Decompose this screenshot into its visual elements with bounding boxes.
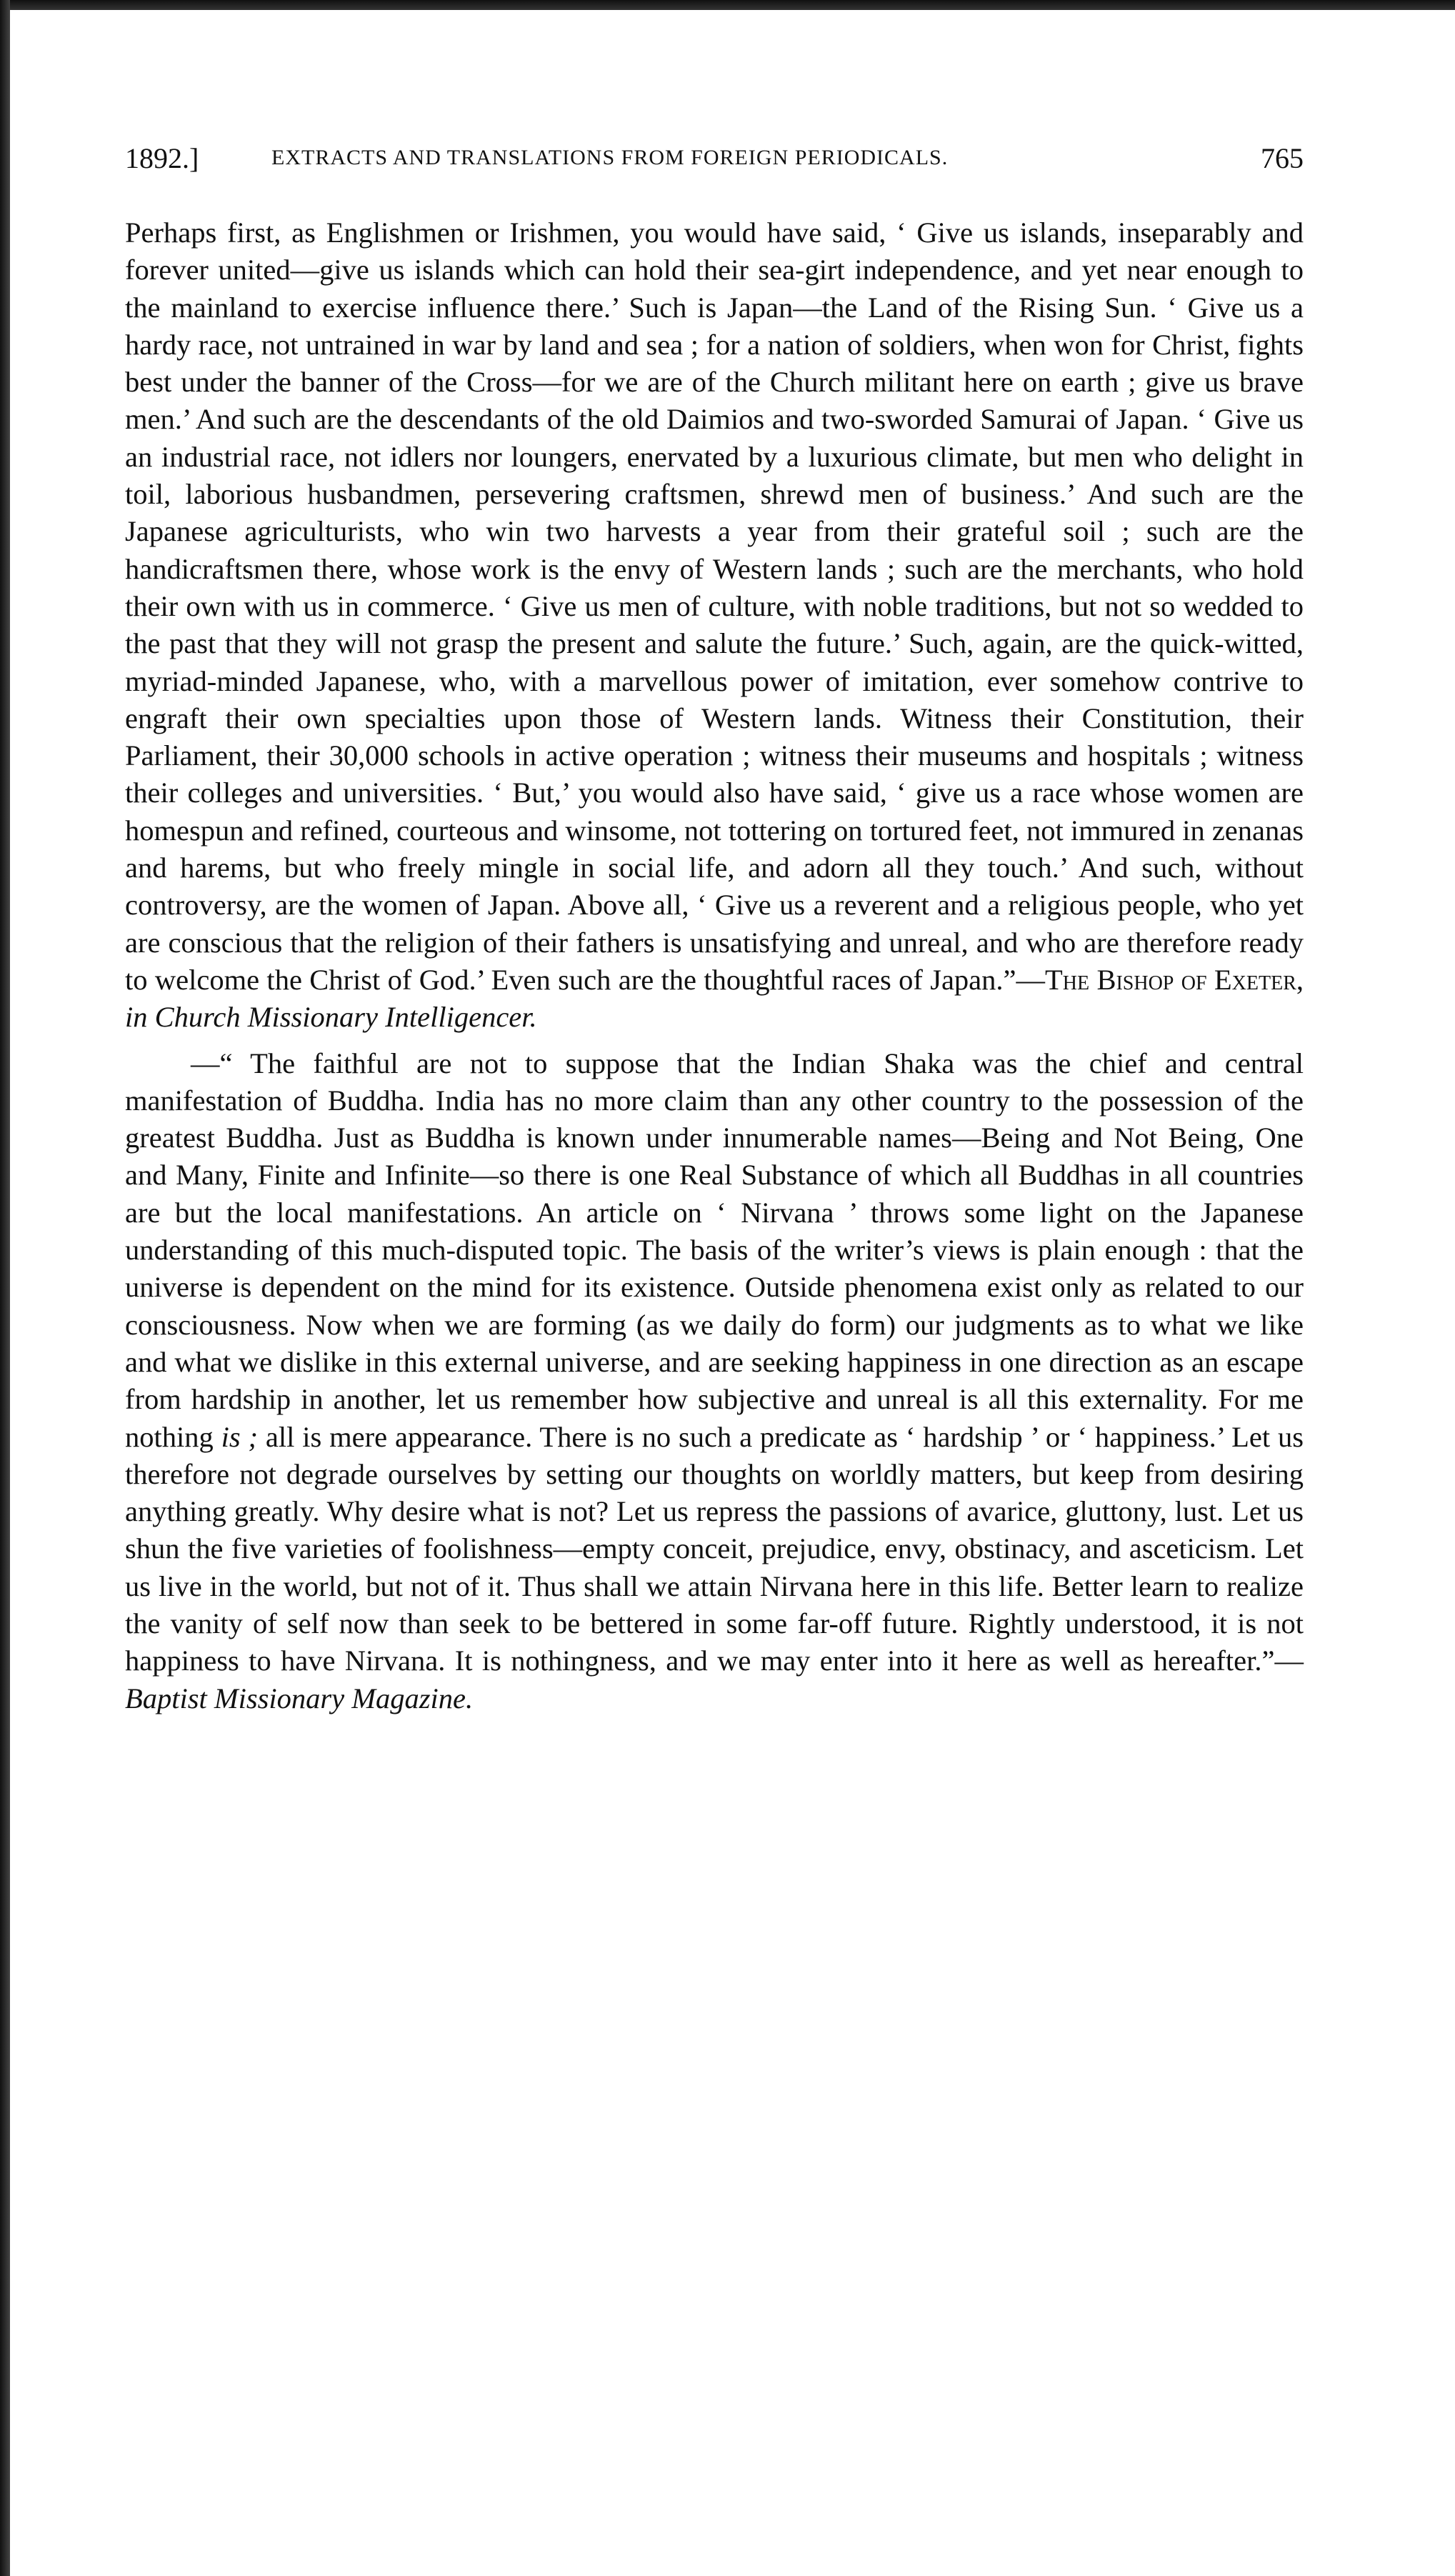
scan-left-border (0, 0, 10, 2576)
header-title: EXTRACTS AND TRANSLATIONS FROM FOREIGN PERIODICALS. (271, 146, 949, 169)
article-body (125, 214, 1304, 1717)
paragraph-japan-text: Perhaps first, as Englishmen or Irishmen, you would have said, ‘ Give us islands, inseparably and forever united—give us islands which can hold their sea-girt independence, and yet near enough to the mainland to exercise influence there.’ Such is Japan—the Land of the Rising Sun. ‘ Give us a hardy race, not untrained in war by land and sea ; for a nation of soldiers, when won for Christ, fights best under the banner of the Cross—for we are of the Church militant here on earth ; give us brave men.’ And such are the descendants of the old Daimios and two-sworded Samurai of Japan. ‘ Give us an industrial race, not idlers nor loungers, enervated by a luxurious climate, but men who delight in toil, laborious husbandmen, persevering craftsmen, shrewd men of business.’ And such are the Japanese agriculturists, who win two harvests a year from their grateful soil ; such are the handicraftsmen there, whose work is the envy of Western lands ; such are the merchants, who hold their own with us in commerce. ‘ Give us men of culture, with noble traditions, but not so wedded to the past that they will not grasp the present and salute the future.’ Such, again, are the quick-witted, myriad-minded Japanese, who, with a marvellous power of imitation, ever somehow contrive to engraft their own specialties upon those of Western lands. Witness their Constitution, their Parliament, their 30,000 schools in active operation ; witness their museums and hospitals ; witness their colleges and universities. ‘ But,’ you would also have said, ‘ give us a race whose women are homespun and refined, courteous and winsome, not tottering on tortured feet, not immured in zenanas and harems, but who freely mingle in social life, and adorn all they touch.’ And such, without controversy, are the women of Japan. Above all, ‘ Give us a reverent and a religious people, who yet are conscious that the religion of their fathers is unsatisfying and unreal, and who are therefore ready to welcome the Christ of God.’ Even such are the thoughtful races of Japan.”— (125, 216, 1304, 996)
header-year: 1892.] (125, 142, 199, 174)
paragraph-japan (125, 214, 1304, 1037)
scan-top-border (0, 0, 1455, 10)
page-number: 765 (1261, 142, 1304, 174)
source-citation: Baptist Missionary Magazine. (125, 1682, 474, 1714)
emphasis-is: is ; (221, 1420, 259, 1453)
attribution-author: The Bishop of Exeter, (1045, 963, 1304, 996)
paragraph-nirvana-text-continued: all is mere appearance. There is no such a predicate as ‘ hardship ’ or ‘ happiness.’ Let us therefore not degrade ourselves by setting our thoughts on worldly matters, but keep from desiring anything greatly. Why desire what is not? Let us repress the passions of avarice, gluttony, lust. Let us shun the five varieties of foolishness—empty conceit, prejudice, envy, obstinacy, and asceticism. Let us live in the world, but not of it. Thus shall we attain Nirvana here in this life. Better learn to realize the vanity of self now than seek to be bettered in some far-off future. Rightly understood, it is not happiness to have Nirvana. It is nothingness, and we may enter into it here as well as hereafter.”— (125, 1420, 1304, 1677)
paragraph-nirvana (125, 1045, 1304, 1717)
running-header (125, 141, 1304, 184)
paragraph-nirvana-text: —“ The faithful are not to suppose that the Indian Shaka was the chief and central manifestation of Buddha. India has no more claim than any other country to the possession of the greatest Buddha. Just as Buddha is known under innumerable names—Being and Not Being, One and Many, Finite and Infinite—so there is one Real Substance of which all Buddhas in all countries are but the local manifestations. An article on ‘ Nirvana ’ throws some light on the Japanese understanding of this much-disputed topic. The basis of the writer’s views is plain enough : that the universe is dependent on the mind for its existence. Outside phenomena exist only as related to our consciousness. Now when we are forming (as we daily do form) our judgments as to what we like and what we dislike in this external universe, and are seeking happiness in one direction as an escape from hardship in another, let us remember how subjective and unreal is all this externality. For me nothing (125, 1047, 1304, 1453)
attribution-source: in Church Missionary Intelligencer. (125, 1001, 537, 1034)
